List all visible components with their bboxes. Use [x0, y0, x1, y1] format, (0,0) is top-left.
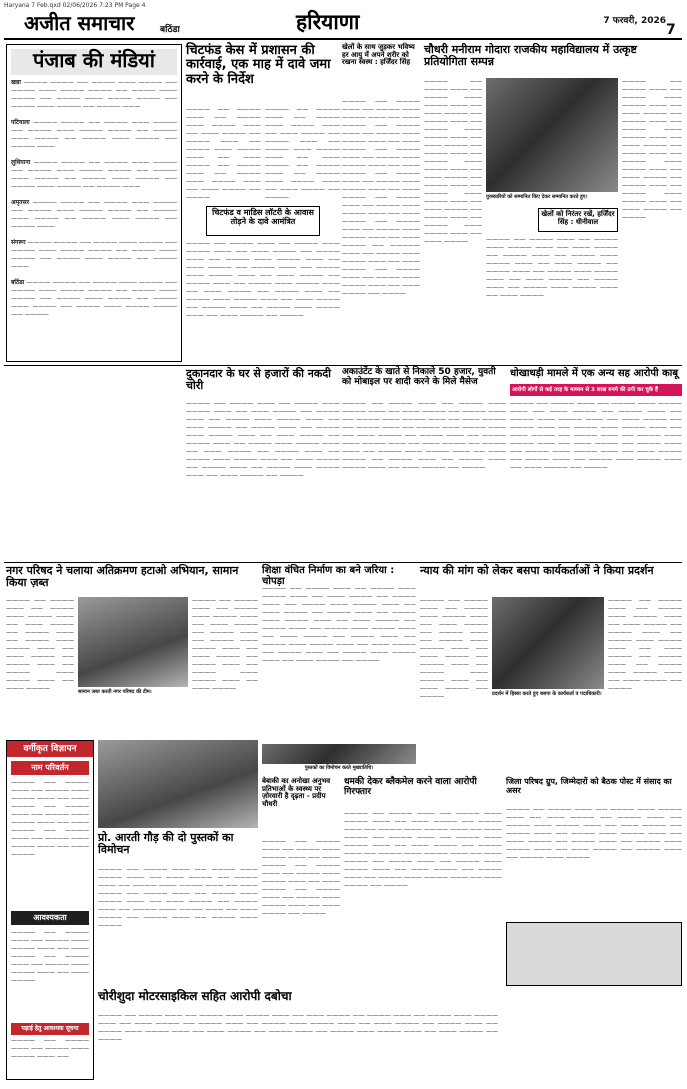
article-shiksha-caption: [262, 744, 416, 774]
body-text: ———— —— ———— ——— —— ———— ——— ———— ——— —— ——— ———— —— ———— ——— —— ———— ——— ———— ——— —— ——— ———— —— ———— ——— —— ———— ——— ———— ——— —— ——— ———— —— ———— ——— —— ———— ——— ———— ——— —— ——— ———— —— ———— ——— —— ———— ——— ———— ——— —— ——— ———— —— ———— ——— —— ———— ——— ———— ——— —— ——— ———— —— ————: [510, 400, 682, 471]
article-zila-parishad: [506, 778, 682, 918]
photo-caption: सामान जब्त करती नगर परिषद की टीम।: [78, 689, 152, 695]
article-bsp: [420, 565, 682, 750]
body-text: ———— —— ———— ——— —— ———— ——— ———— ——— —— ——— ———— —— ———— ——— —— ———— ——— ———— ——— —— ——— ———— —— ———— ——— —— ———— ——— ———— ——— —— ——— ———— —— ———— ——— —— ———— ——— ———— ——— —— ——— ———— —— ———— ——— —— ———— ——— ———— ——— —— ——— ———— —— ———— ——— —— ———— ——— ———— ——— —— ——— ———— —— ————: [344, 810, 502, 889]
headline: न्याय की मांग को लेकर बसपा कार्यकर्ताओं ने किया प्रदर्शन: [420, 564, 654, 577]
body-text: ———— —— ———— ——— —— ———— ——— ———— ——— —— ——— ———— —— ———— ——— —— ———— ——— ———— ——— —— ——— ———— —— ———— ——— —— ———— ——— ———— ——— —— ——— ————: [6, 597, 74, 692]
print-slug: Haryana 7 Feb.qxd 02/06/2026 7:23 PM Page 4: [4, 2, 146, 9]
photo-caption: पुरस्कारियों को सम्मानित किए देकर सम्मानित करते हुए।: [486, 194, 588, 200]
headline: जिला परिषद ग्रुप, जिम्मेदारों को बैठक पोस्ट में संसाद का असर: [506, 777, 672, 795]
article-atikraman: [6, 565, 258, 735]
mandi-label: खन्ना: [11, 79, 21, 86]
section-name: हरियाणा: [296, 10, 360, 34]
bsp-protest-photo: [492, 597, 604, 689]
classifieds-column: [6, 740, 94, 1080]
body-text: ———— —— ———— ——— —— ———— ——— ———— ——— —— ——— ———— —— ———— ——— —— ———— ——— ———— ——— —— ——— ———— —— ———— ——— —— ———— ——— ———— ——— —— ——— ———— —— ———— ——— —— ———— ——— ———— ——— —— ——— ———— —— ———— ——— —— ———— ——— ———— ——— —— ——— ————: [424, 78, 482, 245]
headline: प्रो. आरती गौड़ की दो पुस्तकों का विमोचन: [98, 831, 234, 857]
mandiyan-box: [6, 44, 182, 362]
article-bebaki: [262, 778, 340, 986]
notice-box: [506, 922, 682, 986]
headline: बेबाकी का अनोखा अनुभव प्रतिभाओं के स्वस्थ्य पर ज़ोरवारी है दृढ़ता - प्रदीप चौधरी: [262, 777, 331, 809]
article-book-release: [98, 832, 258, 982]
headline: शिक्षा वंचित निर्माण का बने जरिया : चोपड़ा: [262, 565, 395, 587]
headline: धोखाधड़ी मामले में एक अन्य सह आरोपी काबू: [510, 368, 679, 379]
body-text: ———— —— ———— ——— —— ———— ——— ———— ——— —— ——— ———— —— ———— ——— —— ———— ——— ———— ——— —— ——— ———— —— ———— ——— —— ———— ——— ———— ——— —— ——— ————: [192, 597, 258, 692]
article-shiksha: [262, 565, 416, 740]
article-accountant: [342, 368, 506, 558]
notice-text: ———— —— ———— ——— —— ———— ——— ———— ——— ——: [11, 1037, 89, 1060]
article-dhokhadhadi: [510, 368, 682, 558]
body-text: ———— —— ———— ——— —— ———— ——— ———— ——— —— ——— ———— —— ———— ——— —— ———— ——— ———— ——— —— ——— ———— —— ———— ——— —— ———— ——— ———— ——— —— ——— ———— —— ———— ——— —— ———— ——— ———— ——— —— ——— ———— —— ———— ——— —— ———— ——— ———— ——— —— ——— ———— —— ———— ——— —— ———— ——— ———— ——— —— ——— ———— —— ————: [186, 400, 340, 479]
edition-city: बठिंडा: [160, 25, 180, 35]
article-blackmail: [344, 778, 502, 986]
mandi-label: पटियाला: [11, 119, 30, 126]
body-text: ———— —— ———— ——— —— ———— ——— ———— ——— —— ——— ———— —— ———— ——— —— ———— ——— ———— ——— —— ——— ———— —— ———— ——— —— ———— ——— ———— ——— —— ——— ———— —— ———— ——— —— ———— ——— ———— ——— —— ——— ———— —— ————: [622, 78, 682, 221]
paper-name: अजीत समाचार: [24, 11, 135, 35]
headline: अकाउंटेंट के खाते से निकाले 50 हजार, युवती को मोबाइल पर शादी करने के मिले मैसेज: [342, 367, 496, 387]
shiksha-photo: [262, 744, 416, 764]
body-text: ———— —— ———— ——— —— ———— ——— ———— ——— —— ——— ———— —— ———— ——— —— ———— ——— ———— ——— —— ——— ———— —— ———— ——— —— ———— ——— ———— ——— —— ——— ———— —— ———— ——— —— ———— ——— ———— ——— —— ——— ————: [486, 236, 618, 299]
notice-title: पढ़ाई हेतु आवश्यक सूचना: [11, 1023, 89, 1035]
mandi-label: संगरूर: [11, 239, 26, 246]
mandiyan-title: पंजाब की मंडियां: [11, 49, 177, 75]
issue-date: 7 फरवरी, 2026: [603, 16, 666, 26]
headline: चौधरी मनीराम गोदारा राजकीय महाविद्यालय में उत्कृष्ट प्रतियोगिता सम्पन्न: [424, 43, 637, 69]
headline: खेलों के साथ जुड़कर भविष्य हर आयु में अपने शरीर को रखना स्वस्थ : हर्जिंदर सिंह: [342, 43, 415, 67]
mandi-label: अमृतसर: [11, 199, 30, 206]
article-chitfund: [186, 44, 340, 362]
body-text: ———— —— ———— ——— —— ———— ——— ———— ——— —— ——— ———— —— ———— ——— —— ———— ——— ———— ——— —— ——— ———— —— ———— ——— —— ———— ——— ———— ——— —— ——— ———— —— ————: [265, 106, 340, 201]
headline: धमकी देकर ब्लैकमेल करने वाला आरोपी गिरफ्तार: [344, 777, 477, 797]
inset-headline: चिटफंड व माडिस लॉटरी के आवास तोड़ने के दावे आमंत्रित: [206, 206, 320, 236]
page-number: 7: [666, 22, 676, 38]
classifieds-subtitle: नाम परिवर्तन: [11, 761, 89, 775]
subhead-band: आरोपी लोगों से कई तरह के माध्यम से 3 लाख रुपये की ठगी कर चुके हैं: [510, 384, 682, 396]
masthead: [4, 10, 682, 40]
body-text: ———— —— ———— ——— —— ———— ——— ———— ——— —— ——— ———— —— ———— ——— —— ———— ——— ———— ——— —— ——— ———— —— ———— ——— —— ———— ——— ———— ——— —— ——— ———— —— ————: [262, 838, 340, 917]
article-motorcycle: [98, 990, 682, 1084]
article-khel: [342, 44, 420, 362]
body-text: ———— —— ———— ——— —— ———— ——— ———— ——— —— ——— ———— —— ———— ——— —— ———— ——— ———— ——— —— ——— ———— —— ———— ——— —— ———— ——— ———— ——— —— ——— ———— —— ————: [420, 597, 488, 700]
mandi-label: बठिंडा: [11, 279, 25, 286]
mandiyan-rates: खन्ना ———— ———— —— ———— ——— ———— —— ———— ——— ———— ———— —— ———— ——— ———— —— ———— ——— ———— ———— —— ———— ——— ———— —— ———— ——— पटियाला ———— ———— —— ———— ——— ———— —— ———— ——— ———— ———— —— ———— ——— ———— —— ———— ——— ———— —— ———— ——— लुधियाना ———— ———— —— ———— ——— ———— —— ———— ——— ———— ———— —— ———— ——— ———— —— ———— ——— ———— —— ———— ——— ———— —— ———— ——— अमृतसर ———— ———— —— ———— ——— ———— —— ———— ——— ———— ———— —— ———— ——— ———— —— ———— ——— ———— —— ———— ——— संगरूर ———— ———— —— ———— ——— ———— —— ———— ——— ———— ———— —— ———— ——— ———— —— ———— ——— ———— —— ———— ——— बठिंडा ———— ———— —— ———— ——— ———— —— ———— ——— ———— ———— —— ———— ——— ———— —— ———— ——— ———— —— ———— ——— ———— —— ———— ——— ———— ———— —— ————: [11, 79, 177, 318]
book-release-photo: [98, 740, 258, 828]
college-photo: [486, 78, 618, 192]
mandi-label: लुधियाना: [11, 159, 31, 166]
article-college: [424, 44, 682, 362]
headline: नगर परिषद ने चलाया अतिक्रमण हटाओ अभियान, सामान किया ज़ब्त: [6, 564, 239, 590]
body-text: ———— —— ———— ——— —— ———— ——— ———— ——— —— ——— ———— —— ———— ——— —— ———— ——— ———— ——— —— ——— ———— —— ———— ——— —— ———— ——— ———— ——— —— ——— ———— —— ————: [608, 597, 682, 692]
photo-caption: पुस्तकों का विमोचन करते मुख्यातिथि।: [304, 765, 374, 771]
headline: दुकानदार के घर से हजारों की नकदी चोरी: [186, 367, 332, 393]
body-text: ———— —— ———— ——— —— ———— ——— ———— ——— —— ——— ———— —— ———— ——— —— ———— ——— ———— ——— —— ——— ———— —— ———— ——— —— ———— ——— ———— ——— —— ——— ———— —— ———— ——— —— ———— ——— ———— ——— —— ——— ———— —— ———— ——— —— ———— ——— ————: [98, 866, 258, 929]
classifieds-title: वर्गीकृत विज्ञापन: [7, 741, 93, 757]
wanted-title: आवश्यकता: [11, 911, 89, 925]
article-dukaan-chori: [186, 368, 340, 558]
wanted-ads: ———— —— ———— ——— —— ———— ——— ———— ——— —— ——— ———— —— ———— ——— —— ———— ——— ———— ——— —— ——— ————: [11, 929, 89, 984]
headline: चोरीशुदा मोटरसाइकिल सहित आरोपी दबोचा: [98, 989, 292, 1003]
classified-ads: ———— —— ———— ——— —— ———— ——— ———— ——— —— ——— ———— —— ———— ——— —— ———— ——— ———— ——— —— ——— ———— —— ———— ——— —— ———— ——— ———— ——— —— ——— ————: [11, 779, 89, 858]
photo-caption: प्रदर्शन में हिस्सा करते हुए बसपा के कार्यकर्ता व पदाधिकारी।: [492, 691, 602, 697]
body-text: ———— —— ———— ——— —— ———— ——— ———— ——— —— ——— ———— —— ———— ——— —— ———— ——— ———— ——— —— ——— ———— —— ———— ——— —— ———— ——— ———— ——— —— ——— ———— —— ————: [186, 106, 261, 201]
body-text: ———— —— ———— ——— —— ———— ——— ———— ——— —— ——— ———— —— ———— ——— —— ———— ——— ———— ——— —— ——— ———— —— ———— ——— —— ———— ——— ———— ——— —— ——— ———— —— ———— ——— —— ———— ——— ———— ——— —— ——— ———— —— ———— ——— —— ———— ——— ———— ——— —— ——— ———— —— ———— ——— —— ———— ——— ———— ——— —— ——— ———— —— ————: [342, 400, 506, 471]
body-text: ———— —— ———— ——— —— ———— ——— ———— ——— —— ——— ———— —— ———— ——— —— ———— ——— ———— ——— —— ——— ———— —— ———— ——— —— ———— ——— ———— ——— —— ——— ———— —— ———— ——— —— ———— ——— ———— ——— —— ——— ———— —— ———— ——— —— ———— ——— ————: [506, 806, 682, 861]
body-text: ———— —— ———— ——— —— ———— ——— ———— ——— —— ——— ———— —— ———— ——— —— ———— ——— ———— ——— —— ——— ———— —— ———— ——— —— ———— ——— ———— ——— —— ——— ———— —— ———— ——— —— ———— ——— ———— ——— —— ——— ———— —— ———— ——— —— ———— ——— ———— ——— —— ——— ———— —— ———— ——— —— ———— ——— ———— ——— —— ——— ———— —— ————: [262, 585, 416, 664]
body-text: ———— —— ———— ——— —— ———— ——— ———— ——— —— ——— ———— —— ———— ——— —— ———— ——— ———— ——— —— ——— ———— —— ———— ——— —— ———— ——— ———— ——— —— ——— ———— —— ———— ——— —— ———— ——— ———— ——— —— ——— ———— —— ———— ——— —— ———— ——— ———— ——— —— ——— ———— —— ———— ——— —— ———— ——— ———— ——— —— ——— ———— —— ————— ——— —— ———— ——— ———— ——— —— ——— ———— —— ———— ——— —— ———— ——— ———— ——— —— ——— ———— —— ————: [342, 98, 420, 297]
headline: चिटफंड केस में प्रशासन की कार्रवाई, एक माह में दावे जमा करने के निर्देश: [186, 43, 331, 87]
body-text: ———— —— ———— ——— —— ———— ——— ———— ——— —— ——— ———— —— ———— ——— —— ———— ——— ———— ——— —— ——— ———— —— ———— ——— —— ———— ——— ———— ——— —— ——— ———— —— ———— ——— —— ———— ——— ———— ——— —— ——— ———— —— ———— ——— —— ———— ——— ———— ——— —— ——— ———— —— ———— ——— —— ———— ——— ———— ——— —— ——— ———— —— ————: [186, 240, 340, 319]
body-text: ———— —— ———— ——— —— ———— ——— ———— ——— —— ——— ———— —— ———— ——— —— ———— ——— ———— ——— —— ——— ———— —— ———— ——— —— ———— ——— ———— ——— —— ——— ———— —— ———— ——— —— ———— ——— ———— ——— —— ——— ———— —— ———— ——— —— ———— ——— ———— ——— —— ——— ———— —— ————: [98, 1012, 498, 1043]
inset-headline: खेलों को निरंतर रखें, हर्जिंदर सिंह : धीनीवाल: [538, 208, 618, 232]
atikraman-photo: [78, 597, 188, 687]
